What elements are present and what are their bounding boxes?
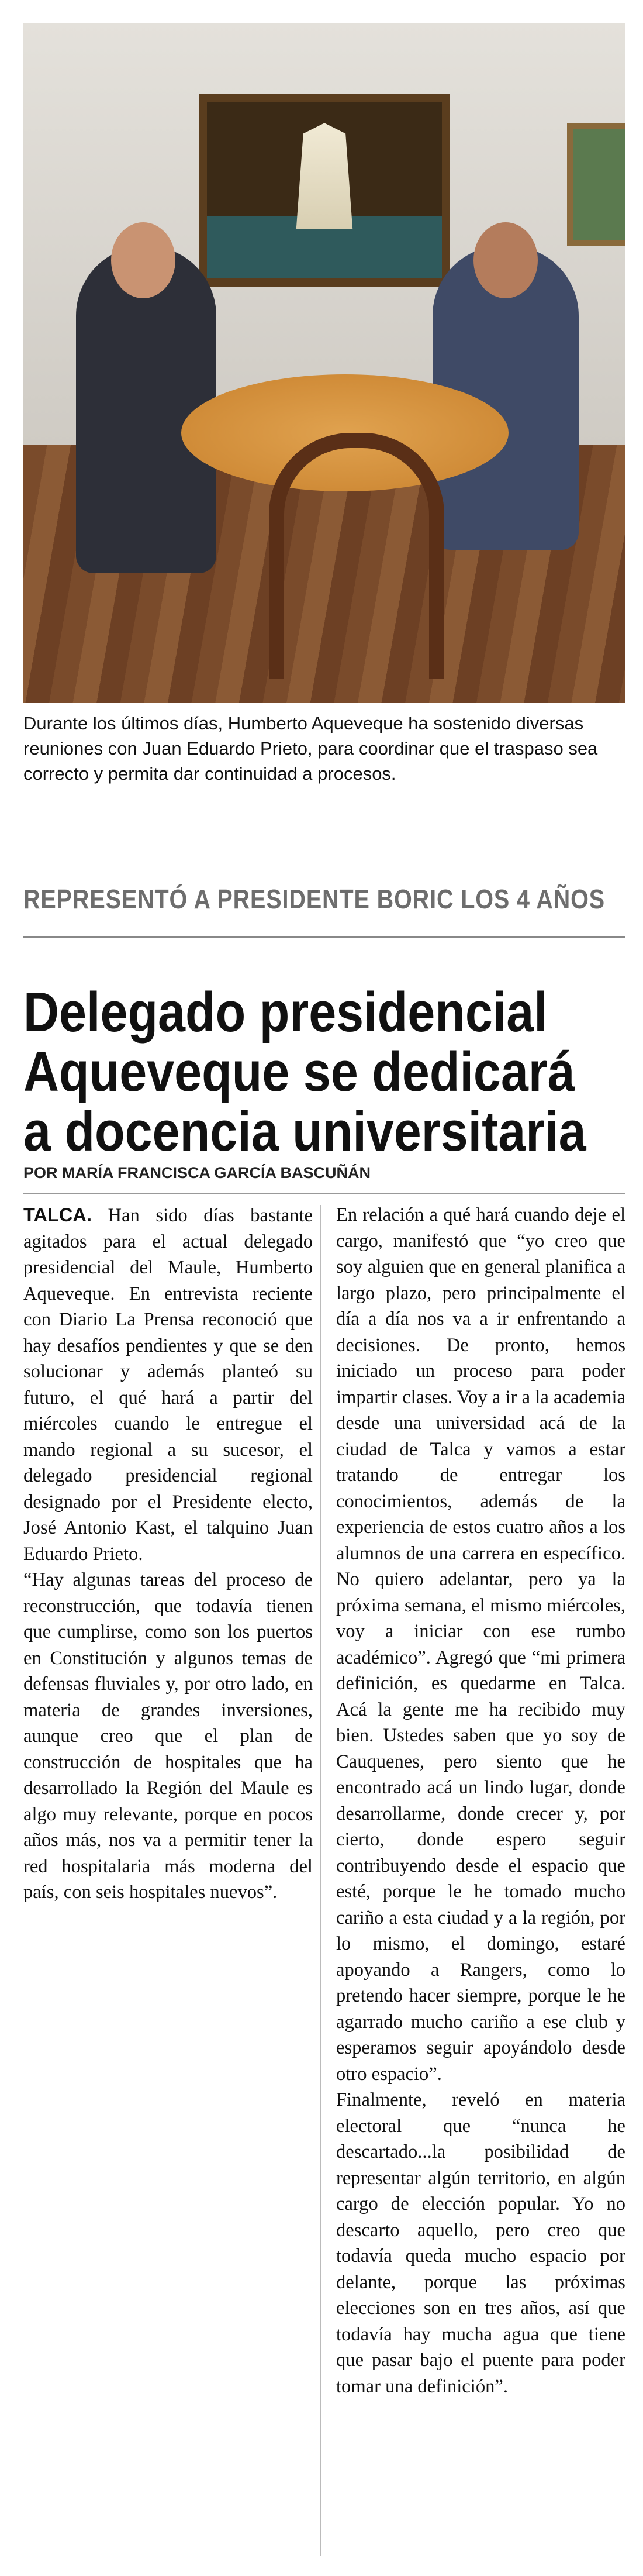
divider <box>23 936 625 938</box>
ship-painting <box>199 94 450 287</box>
article-body-column-2 <box>336 1202 625 2399</box>
headline-line-3: a docencia universitaria <box>23 1100 586 1163</box>
byline: POR MARÍA FRANCISCA GARCÍA BASCUÑÁN <box>23 1164 371 1182</box>
landscape-painting <box>567 123 625 246</box>
headline <box>23 983 625 1162</box>
paragraph-4: Finalmente, reveló en materia electoral que “nunca he descartado...la posibilidad de representar algún territorio, en algún cargo de elección popular. Yo no descarto aquello, pero creo que todavía queda mucho espacio por delante, porque las próximas elecciones son en tres años, así que todavía hay mucha agua que tiene que pasar bajo el puente para poder tomar una definición”. <box>336 2089 625 2397</box>
paragraph-1: TALCA. Han sido días bastante agitados para el actual delegado presidencial del Maule, Humberto Aqueveque. En entrevista reciente con Diario La Prensa reconoció que hay desafíos pendientes y que se den solucionar y además planteó su futuro, el qué hará a partir del miércoles cuando le entregue el mando regional a su sucesor, el delegado presidencial regional designado por el Presidente electo, José Antonio Kast, el talquino Juan Eduardo Prieto. <box>23 1204 313 1565</box>
column-separator <box>320 1205 321 2556</box>
dateline: TALCA. <box>23 1204 92 1225</box>
divider <box>23 1193 625 1194</box>
photo-caption: Durante los últimos días, Humberto Aqueveque ha sostenido diversas reuniones con Juan Eduardo Prieto, para coordinar que el traspaso sea correcto y permita dar continuidad a procesos. <box>23 713 598 784</box>
kicker: REPRESENTÓ A PRESIDENTE BORIC LOS 4 AÑOS <box>23 884 605 914</box>
wooden-chair <box>269 433 444 679</box>
article-photo <box>23 23 625 703</box>
paragraph-3: En relación a qué hará cuando deje el cargo, manifestó que “yo creo que soy alguien que en general planifica a largo plazo, pero principalmente el día a día nos va a ir enfrentando a decisiones. De pronto, hemos iniciado un proceso para poder impartir clases. Voy a ir a la academia desde una universidad acá de la ciudad de Talca y vamos a estar tratando de entregar los conocimientos, además de la experiencia de estos cuatro años a los alumnos de una carrera en específico. No quiero adelantar, pero ya la próxima semana, el mismo miércoles, voy a iniciar con ese rumbo académico”. Agregó que “mi primera definición, es quedarme en Talca. Acá la gente me ha recibido muy bien. Ustedes saben que yo soy de Cauquenes, pero siento que he encontrado acá un lindo lugar, donde desarrollarme, donde crecer y, por cierto, donde espero seguir contribuyendo desde el espacio que esté, porque le he tomado mucho cariño a esta ciudad y a la región, por lo mismo, el domingo, estaré apoyando a Rangers, como lo pretendo hacer siempre, porque le he agarrado mucho cariño a ese club y esperamos seguir apoyándolo desde otro espacio”. <box>336 1204 625 2085</box>
article-body-column-1 <box>23 1202 313 1906</box>
headline-line-2: Aqueveque se dedicará <box>23 1041 575 1103</box>
headline-line-1: Delegado presidencial <box>23 981 548 1044</box>
paragraph-2: “Hay algunas tareas del proceso de reconstrucción, que todavía tienen que cumplirse, como son los puertos en Constitución y algunos temas de defensas fluviales y, por otro lado, en materia de grandes inversiones, aunque creo que el plan de construcción de hospitales que ha desarrollado la Región del Maule es algo muy relevante, porque en pocos años más, nos va a permitir tener la red hospitalaria más moderna del país, con seis hospitales nuevos”. <box>23 1569 313 1903</box>
